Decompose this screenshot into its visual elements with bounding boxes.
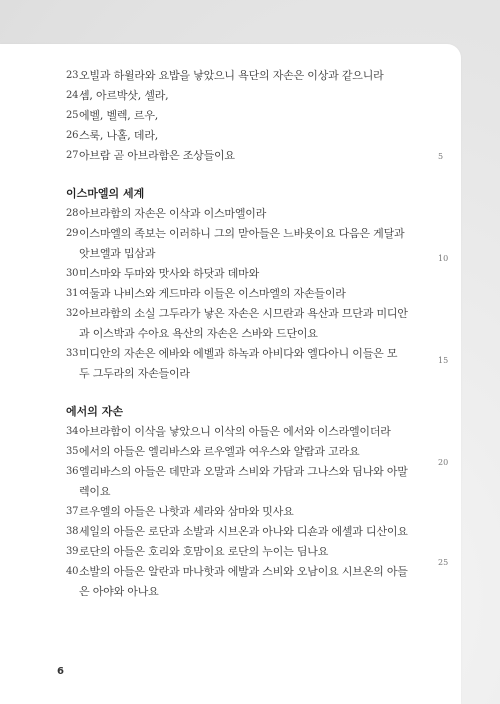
- verse-text-line: 앗브엘과 밉삼과: [79, 247, 156, 260]
- verse-group-genealogy: [66, 66, 444, 166]
- verse-38: [66, 522, 444, 542]
- verse-23: [66, 66, 444, 86]
- verse-group-esau: [66, 422, 444, 602]
- verse-number: 30: [66, 268, 79, 279]
- verse-37: [66, 502, 444, 522]
- verse-number: 28: [66, 208, 79, 219]
- verse-text-line: 셈, 아르박삿, 셀라,: [79, 89, 169, 102]
- verse-number: 27: [66, 150, 79, 161]
- verse-number: 40: [66, 566, 79, 577]
- verse-text-line: 여둘과 나비스와 게드마라 이들은 이스마엘의 자손들이라: [79, 287, 346, 300]
- verse-33: [66, 344, 444, 384]
- section-heading-esau: 에서의 자손: [66, 405, 123, 418]
- verse-text-line: 렉이요: [79, 485, 111, 498]
- verse-text-line: 과 이스박과 수아요 욕산의 자손은 스바와 드단이요: [79, 327, 318, 340]
- verse-text-line: 소발의 아들은 알란과 마나핫과 에발과 스비와 오남이요 시브온의 아들: [79, 565, 408, 578]
- verse-number: 25: [66, 110, 79, 121]
- verse-number: 37: [66, 506, 79, 517]
- verse-text-line: 아브라함의 소실 그두라가 낳은 자손은 시므란과 욕산과 므단과 미디안: [79, 307, 408, 320]
- verse-36: [66, 462, 444, 502]
- verse-text-line: 오빌과 하윌라와 요밥을 낳았으니 욕단의 자손은 이상과 같으니라: [79, 69, 384, 82]
- verse-text-line: 아브람 곧 아브라함은 조상들이요: [79, 149, 235, 162]
- verse-25: [66, 106, 444, 126]
- verse-text-line: 미디안의 자손은 에바와 에벨과 하녹과 아비다와 엘다아니 이들은 모: [79, 347, 398, 360]
- line-marker-10: 10: [438, 254, 449, 263]
- verse-number: 36: [66, 466, 79, 477]
- verse-text-line: 세일의 아들은 로단과 소발과 시브온과 아나와 디숀과 에셀과 디산이요: [79, 525, 408, 538]
- verse-39: [66, 542, 444, 562]
- verse-text-line: 에서의 아들은 엘리바스와 르우엘과 여우스와 얄람과 고라요: [79, 445, 360, 458]
- verse-text-line: 두 그두라의 자손들이라: [79, 367, 190, 380]
- verse-number: 38: [66, 526, 79, 537]
- verse-text-line: 미스마와 두마와 맛사와 하닷과 데마와: [79, 267, 260, 280]
- verse-number: 26: [66, 130, 79, 141]
- verse-number: 29: [66, 228, 79, 239]
- verse-group-ishmael: [66, 204, 444, 384]
- verse-number: 31: [66, 288, 79, 299]
- verse-27: [66, 146, 444, 166]
- line-marker-15: 15: [438, 356, 449, 365]
- verse-29: [66, 224, 444, 264]
- verse-text-line: 아브라함이 이삭을 낳았으니 이삭의 아들은 에서와 이스라엘이더라: [79, 425, 391, 438]
- verse-28: [66, 204, 444, 224]
- verse-number: 39: [66, 546, 79, 557]
- line-marker-5: 5: [438, 152, 444, 161]
- verse-text-line: 르우엘의 아들은 나핫과 세라와 삼마와 밋사요: [79, 505, 294, 518]
- verse-24: [66, 86, 444, 106]
- line-marker-20: 20: [438, 458, 449, 467]
- verse-26: [66, 126, 444, 146]
- book-page: [0, 44, 461, 704]
- verse-34: [66, 422, 444, 442]
- verse-31: [66, 284, 444, 304]
- section-heading-ishmael: 이스마엘의 세계: [66, 187, 145, 200]
- verse-40: [66, 562, 444, 602]
- verse-text-line: 아브라함의 자손은 이삭과 이스마엘이라: [79, 207, 267, 220]
- verse-32: [66, 304, 444, 344]
- verse-text-line: 은 아야와 아나요: [79, 585, 159, 598]
- verse-35: [66, 442, 444, 462]
- line-marker-25: 25: [438, 558, 449, 567]
- verse-30: [66, 264, 444, 284]
- verse-number: 33: [66, 348, 79, 359]
- verse-number: 24: [66, 90, 79, 101]
- verse-text-line: 에벨, 벨렉, 르우,: [79, 109, 159, 122]
- verse-number: 35: [66, 446, 79, 457]
- verse-number: 32: [66, 308, 79, 319]
- verse-text-line: 스룩, 나홀, 데라,: [79, 129, 159, 142]
- verse-number: 23: [66, 70, 79, 81]
- page-number: 6: [57, 666, 64, 677]
- verse-number: 34: [66, 426, 79, 437]
- verse-text-line: 엘리바스의 아들은 데만과 오말과 스비와 가담과 그나스와 딤나와 아말: [79, 465, 408, 478]
- verse-text-line: 이스마엘의 족보는 이러하니 그의 맏아들은 느바욧이요 다음은 게달과: [79, 227, 405, 240]
- verse-text-line: 로단의 아들은 호리와 호맘이요 로단의 누이는 딤나요: [79, 545, 329, 558]
- verse-column: [66, 66, 444, 602]
